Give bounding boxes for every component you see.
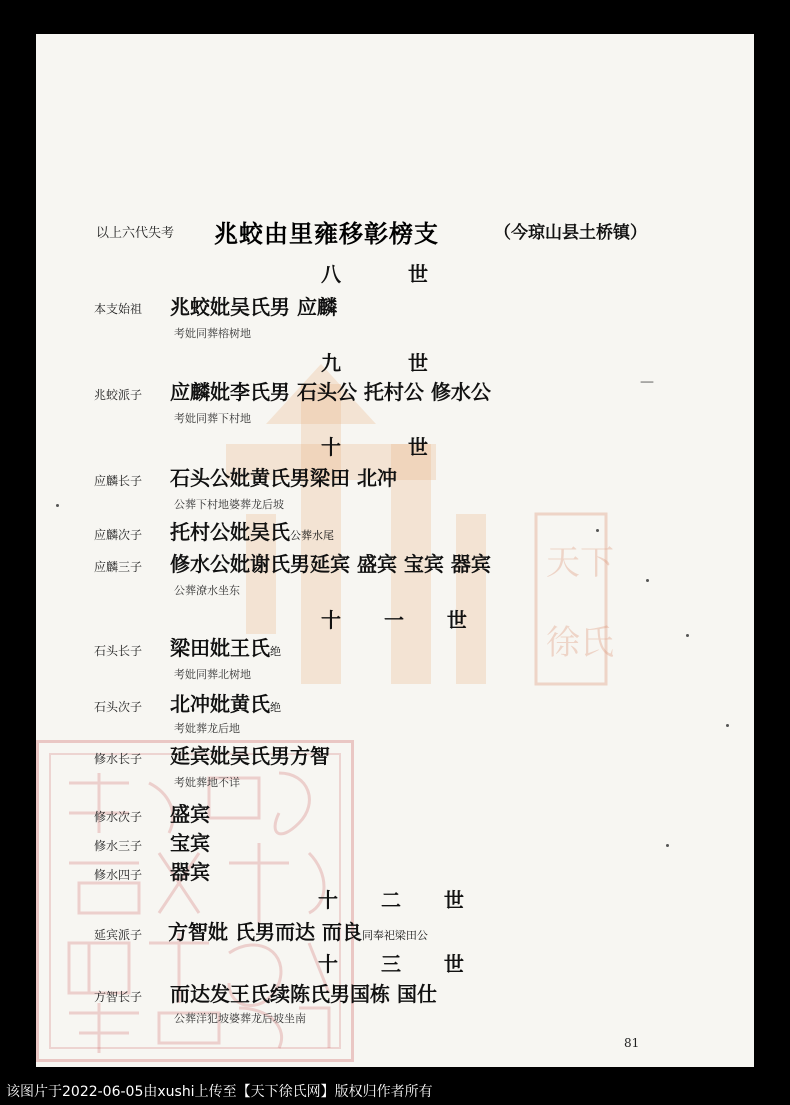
entry-label: 兆蛟派子 (94, 388, 143, 402)
entry-main-text: 方智妣 氏男而达 而良 (168, 920, 362, 944)
entry-main-small: 绝 (270, 701, 281, 714)
entry-note: 考妣葬龙后地 (174, 722, 240, 735)
svg-text:天下: 天下 (546, 543, 614, 583)
generation-heading-11: 十 一 世 (321, 608, 485, 632)
speck (726, 724, 729, 727)
entry-main: 修水公妣谢氏男延宾 盛宾 宝宾 器宾 (170, 552, 491, 576)
page-number: 81 (624, 1036, 640, 1050)
entry-main (170, 632, 281, 661)
entry-main (170, 688, 281, 717)
entry-label: 本支始祖 (94, 302, 143, 316)
entry-label: 修水长子 (94, 752, 143, 766)
entry-main: 应麟妣李氏男 石头公 托村公 修水公 (170, 380, 491, 404)
entry-main-text: 托村公妣吴氏 (170, 520, 290, 544)
entry-label: 延宾派子 (94, 928, 143, 942)
entry-main: 盛宾 (170, 802, 210, 826)
entry-note: 考妣同葬榕树地 (174, 327, 251, 340)
entry-note: 公葬下村地婆葬龙后坡 (174, 498, 284, 511)
speck (596, 529, 599, 532)
entry-label: 应麟长子 (94, 474, 143, 488)
speck (686, 634, 689, 637)
generation-heading-12: 十 二 世 (318, 888, 482, 912)
entry-main-text: 北冲妣黄氏 (170, 692, 270, 716)
entry-main (168, 916, 428, 945)
entry-main: 延宾妣吴氏男方智 (170, 744, 330, 768)
entry-label: 修水四子 (94, 868, 143, 882)
entry-main (170, 516, 334, 545)
generation-heading-10: 十 世 (321, 435, 458, 459)
entry-main-small: 绝 (270, 645, 281, 658)
generation-heading-8: 八 世 (321, 262, 458, 286)
entry-label: 修水三子 (94, 839, 143, 853)
footer-copyright: 该图片于2022-06-05由xushi上传至【天下徐氏网】版权归作者所有 (6, 1084, 433, 1100)
svg-text:徐氏: 徐氏 (546, 623, 614, 663)
entry-label: 修水次子 (94, 810, 143, 824)
entry-main-text: 梁田妣王氏 (170, 636, 270, 660)
dash-mark: — (640, 374, 654, 390)
entry-note: 考妣葬地不详 (174, 776, 240, 789)
speck (666, 844, 669, 847)
page-title: 兆蛟由里雍移彰榜支 (214, 219, 439, 248)
entry-note: 考妣同葬下村地 (174, 412, 251, 425)
header-prefix: 以上六代失考 (96, 226, 175, 241)
speck (56, 504, 59, 507)
entry-label: 应麟三子 (94, 560, 143, 574)
entry-note: 考妣同葬北树地 (174, 668, 251, 681)
generation-heading-9: 九 世 (321, 351, 458, 375)
entry-label: 石头次子 (94, 700, 143, 714)
entry-main-small: 公葬水尾 (290, 529, 334, 542)
entry-note: 公葬洋犯坡婆葬龙后坡坐南 (174, 1012, 306, 1025)
entry-main: 器宾 (170, 860, 210, 884)
entry-note: 公葬潦水坐东 (174, 584, 240, 597)
entry-label: 应麟次子 (94, 528, 143, 542)
entry-main: 宝宾 (170, 831, 210, 855)
entry-label: 方智长子 (94, 990, 143, 1004)
entry-label: 石头长子 (94, 644, 143, 658)
entry-main-small: 同奉祀梁田公 (361, 929, 428, 942)
entry-main: 而达发王氏续陈氏男国栋 国仕 (170, 982, 437, 1006)
header-location: （今琼山县土桥镇） (494, 223, 647, 243)
entry-main: 兆蛟妣吴氏男 应麟 (170, 295, 337, 319)
speck (646, 579, 649, 582)
generation-heading-13: 十 三 世 (318, 952, 482, 976)
document-page (36, 34, 754, 1067)
entry-main: 石头公妣黄氏男梁田 北冲 (170, 466, 397, 490)
